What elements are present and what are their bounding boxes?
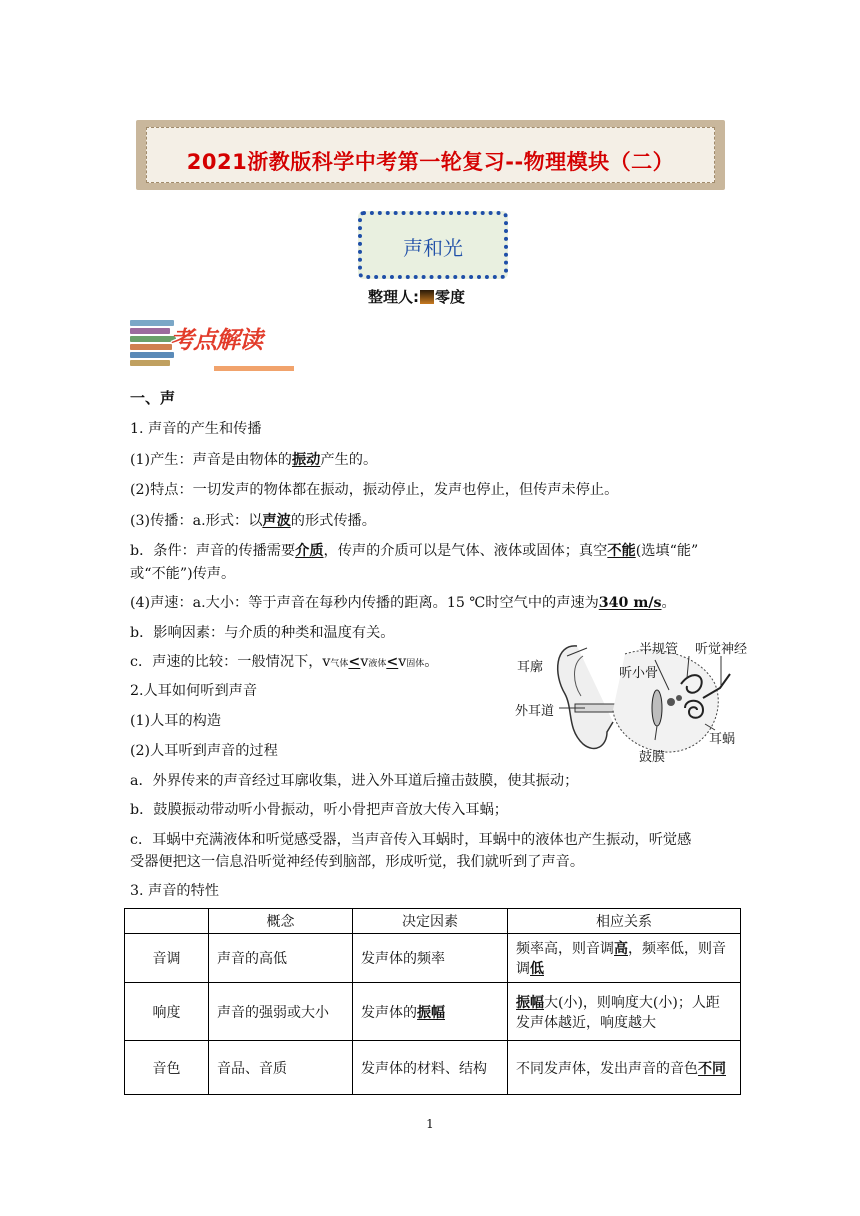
table-cell: 频率高，则音调高，频率低，则音调低: [508, 934, 741, 983]
answer-key: 高: [614, 941, 628, 957]
text-line-features: (2)特点：一切发声的物体都在振动，振动停止，发声也停止，但传声未停止。: [130, 482, 619, 498]
table-cell: 响度: [125, 983, 209, 1041]
answer-key: 340 m/s: [598, 595, 662, 611]
label-semicircular-canals: 半规管: [639, 642, 679, 657]
section-heading: 一、声: [130, 389, 176, 407]
table-cell: 音调: [125, 934, 209, 983]
editor-line: [368, 286, 465, 307]
label-ossicles: 听小骨: [619, 666, 659, 681]
table-header: 相应关系: [508, 909, 741, 934]
table-header-row: [125, 909, 741, 934]
text-line: 受器便把这一信息沿听觉神经传到脑部，形成听觉，我们就听到了声音。: [130, 854, 585, 870]
answer-key: 不同: [698, 1060, 726, 1077]
subsection-title: 3. 声音的特性: [130, 883, 219, 899]
table-row: [125, 934, 741, 983]
answer-key: 不能: [607, 543, 636, 559]
topic-title: 声和光: [403, 236, 463, 260]
topic-box: [358, 211, 508, 279]
text-line-generation: (1)产生：声音是由物体的振动产生的。: [130, 452, 378, 468]
table-row: [125, 1041, 741, 1095]
subsection-title: 1. 声音的产生和传播: [130, 421, 262, 437]
text-line-speed: (4)声速：a.大小：等于声音在每秒内传播的距离。15 ℃时空气中的声速为340 m/s。: [130, 595, 676, 611]
editor-avatar-icon: [420, 290, 434, 304]
table-cell: 不同发声体，发出声音的音色不同: [508, 1041, 741, 1095]
answer-key: 振幅: [417, 1004, 445, 1021]
table-cell: 音色: [125, 1041, 209, 1095]
editor-label: 整理人:: [368, 288, 419, 306]
answer-key: 振动: [291, 452, 321, 468]
table-cell: 发声体的频率: [353, 934, 508, 983]
text-line-compare: c．声速的比较：一般情况下，v气体<v液体<v固体。: [130, 654, 439, 670]
answer-key: 声波: [262, 513, 291, 529]
text-line: c．耳蜗中充满液体和听觉感受器，当声音传入耳蜗时，耳蜗中的液体也产生振动，听觉感: [130, 832, 692, 848]
text-line: (1)人耳的构造: [130, 713, 222, 729]
kaodian-text: 考点解读: [170, 326, 262, 354]
sound-properties-table: [124, 908, 741, 1095]
table-cell: 发声体的材料、结构: [353, 1041, 508, 1095]
table-cell: 声音的高低: [209, 934, 353, 983]
text-line: a．外界传来的声音经过耳廓收集，进入外耳道后撞击鼓膜，使其振动；: [130, 773, 579, 789]
table-header: [125, 909, 209, 934]
table-header: 决定因素: [353, 909, 508, 934]
text-line-propagation: (3)传播：a.形式：以声波的形式传播。: [130, 513, 376, 529]
kaodian-badge: [130, 316, 296, 374]
answer-key: 介质: [295, 543, 324, 559]
text-line: b．鼓膜振动带动听小骨振动，听小骨把声音放大传入耳蜗；: [130, 802, 508, 818]
label-auditory-nerve: 听觉神经: [695, 642, 748, 657]
table-cell: 发声体的振幅: [353, 983, 508, 1041]
label-ear-canal: 外耳道: [515, 704, 555, 719]
ear-diagram: [515, 634, 760, 764]
table-cell: 音品、音质: [209, 1041, 353, 1095]
text-line: (2)人耳听到声音的过程: [130, 743, 278, 759]
table-header: 概念: [209, 909, 353, 934]
subsection-title: 2.人耳如何听到声音: [130, 683, 258, 699]
page-number: 1: [426, 1117, 434, 1131]
table-cell: 振幅大(小)，则响度大(小)；人距发声体越近，响度越大: [508, 983, 741, 1041]
kaodian-bar: [214, 366, 294, 371]
table-row: [125, 983, 741, 1041]
label-pinna: 耳廓: [517, 660, 544, 675]
answer-key: 振幅: [516, 994, 544, 1011]
label-eardrum: 鼓膜: [639, 750, 666, 765]
table-cell: 声音的强弱或大小: [209, 983, 353, 1041]
text-line-condition-cont: 或“不能”)传声。: [130, 566, 236, 582]
answer-key: 低: [530, 961, 544, 977]
text-line-condition: b．条件：声音的传播需要介质，传声的介质可以是气体、液体或固体；真空不能(选填“能”: [130, 543, 699, 559]
text-line-factors: b．影响因素：与介质的种类和温度有关。: [130, 625, 395, 641]
editor-name: 零度: [435, 288, 466, 306]
label-cochlea: 耳蜗: [709, 732, 736, 747]
answer-key: <: [348, 654, 361, 670]
answer-key: <: [386, 654, 399, 670]
banner-frame: [146, 127, 715, 183]
document-title: 2021浙教版科学中考第一轮复习--物理模块（二）: [186, 150, 675, 174]
title-banner: [136, 120, 725, 190]
